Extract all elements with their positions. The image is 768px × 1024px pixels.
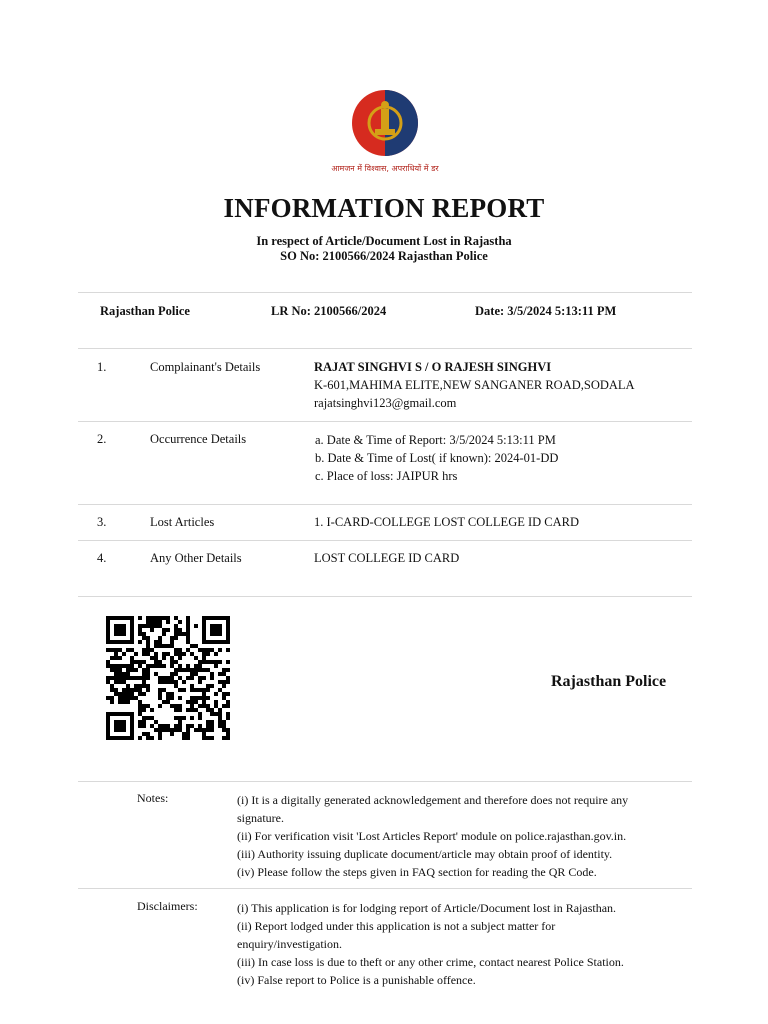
- disclaimer-line: enquiry/investigation.: [237, 937, 342, 951]
- logo-motto: आमजन में विश्वास, अपराधियों में डर: [331, 164, 439, 173]
- occurrence-report-time: a. Date & Time of Report: 3/5/2024 5:13:11 PM: [315, 433, 556, 447]
- page-subtitle: [0, 234, 768, 264]
- divider: [78, 348, 692, 349]
- row-label: Any Other Details: [150, 551, 242, 565]
- complainant-address: K-601,MAHIMA ELITE,NEW SANGANER ROAD,SODALA: [314, 378, 635, 392]
- disclaimer-line: (i) This application is for lodging report of Article/Document lost in Rajasthan.: [237, 901, 617, 915]
- subtitle-line-1: In respect of Article/Document Lost in Rajastha: [256, 234, 512, 248]
- disclaimer-line: (iii) In case loss is due to theft or any other crime, contact nearest Police Station.: [237, 955, 624, 969]
- divider: [78, 888, 692, 889]
- row-label: Lost Articles: [150, 515, 215, 529]
- disclaimers-label: Disclaimers:: [137, 899, 198, 913]
- row-number: 1.: [97, 360, 107, 374]
- divider: [78, 504, 692, 505]
- row-label: Complainant's Details: [150, 360, 261, 374]
- disclaimers-list: [237, 899, 657, 989]
- note-line: (ii) For verification visit 'Lost Articles Report' module on police.rajasthan.gov.in.: [237, 829, 627, 843]
- qr-code: [106, 616, 230, 740]
- subtitle-line-2: SO No: 2100566/2024 Rajasthan Police: [280, 249, 488, 263]
- qr-code-icon: [106, 616, 230, 740]
- divider: [78, 781, 692, 782]
- divider: [78, 292, 692, 293]
- notes-list: [237, 791, 657, 881]
- police-badge-icon: [335, 85, 435, 157]
- row-label: Occurrence Details: [150, 432, 247, 446]
- info-lr-no: LR No: 2100566/2024: [271, 304, 387, 318]
- note-line: signature.: [237, 811, 284, 825]
- lost-articles-value: 1. I-CARD-COLLEGE LOST COLLEGE ID CARD: [314, 515, 580, 529]
- disclaimer-line: (ii) Report lodged under this application is not a subject matter for: [237, 919, 556, 933]
- divider: [78, 421, 692, 422]
- signature-authority: Rajasthan Police: [551, 673, 667, 690]
- info-authority: Rajasthan Police: [100, 304, 190, 318]
- occurrence-lost-time: b. Date & Time of Lost( if known): 2024-01-DD: [315, 451, 559, 465]
- other-details-value: LOST COLLEGE ID CARD: [314, 551, 460, 565]
- row-number: 4.: [97, 551, 107, 565]
- info-date: Date: 3/5/2024 5:13:11 PM: [475, 304, 617, 318]
- complainant-name: RAJAT SINGHVI S / O RAJESH SINGHVI: [314, 360, 552, 374]
- note-line: (iii) Authority issuing duplicate document/article may obtain proof of identity.: [237, 847, 613, 861]
- note-line: (i) It is a digitally generated acknowledgement and therefore does not require any: [237, 793, 629, 807]
- notes-label: Notes:: [137, 791, 169, 805]
- complainant-email: rajatsinghvi123@gmail.com: [314, 396, 457, 410]
- row-number: 2.: [97, 432, 107, 446]
- divider: [78, 596, 692, 597]
- divider: [78, 540, 692, 541]
- occurrence-place: c. Place of loss: JAIPUR hrs: [315, 469, 458, 483]
- disclaimer-line: (iv) False report to Police is a punishable offence.: [237, 973, 476, 987]
- page-title: INFORMATION REPORT: [223, 193, 545, 223]
- row-number: 3.: [97, 515, 107, 529]
- note-line: (iv) Please follow the steps given in FAQ section for reading the QR Code.: [237, 865, 597, 879]
